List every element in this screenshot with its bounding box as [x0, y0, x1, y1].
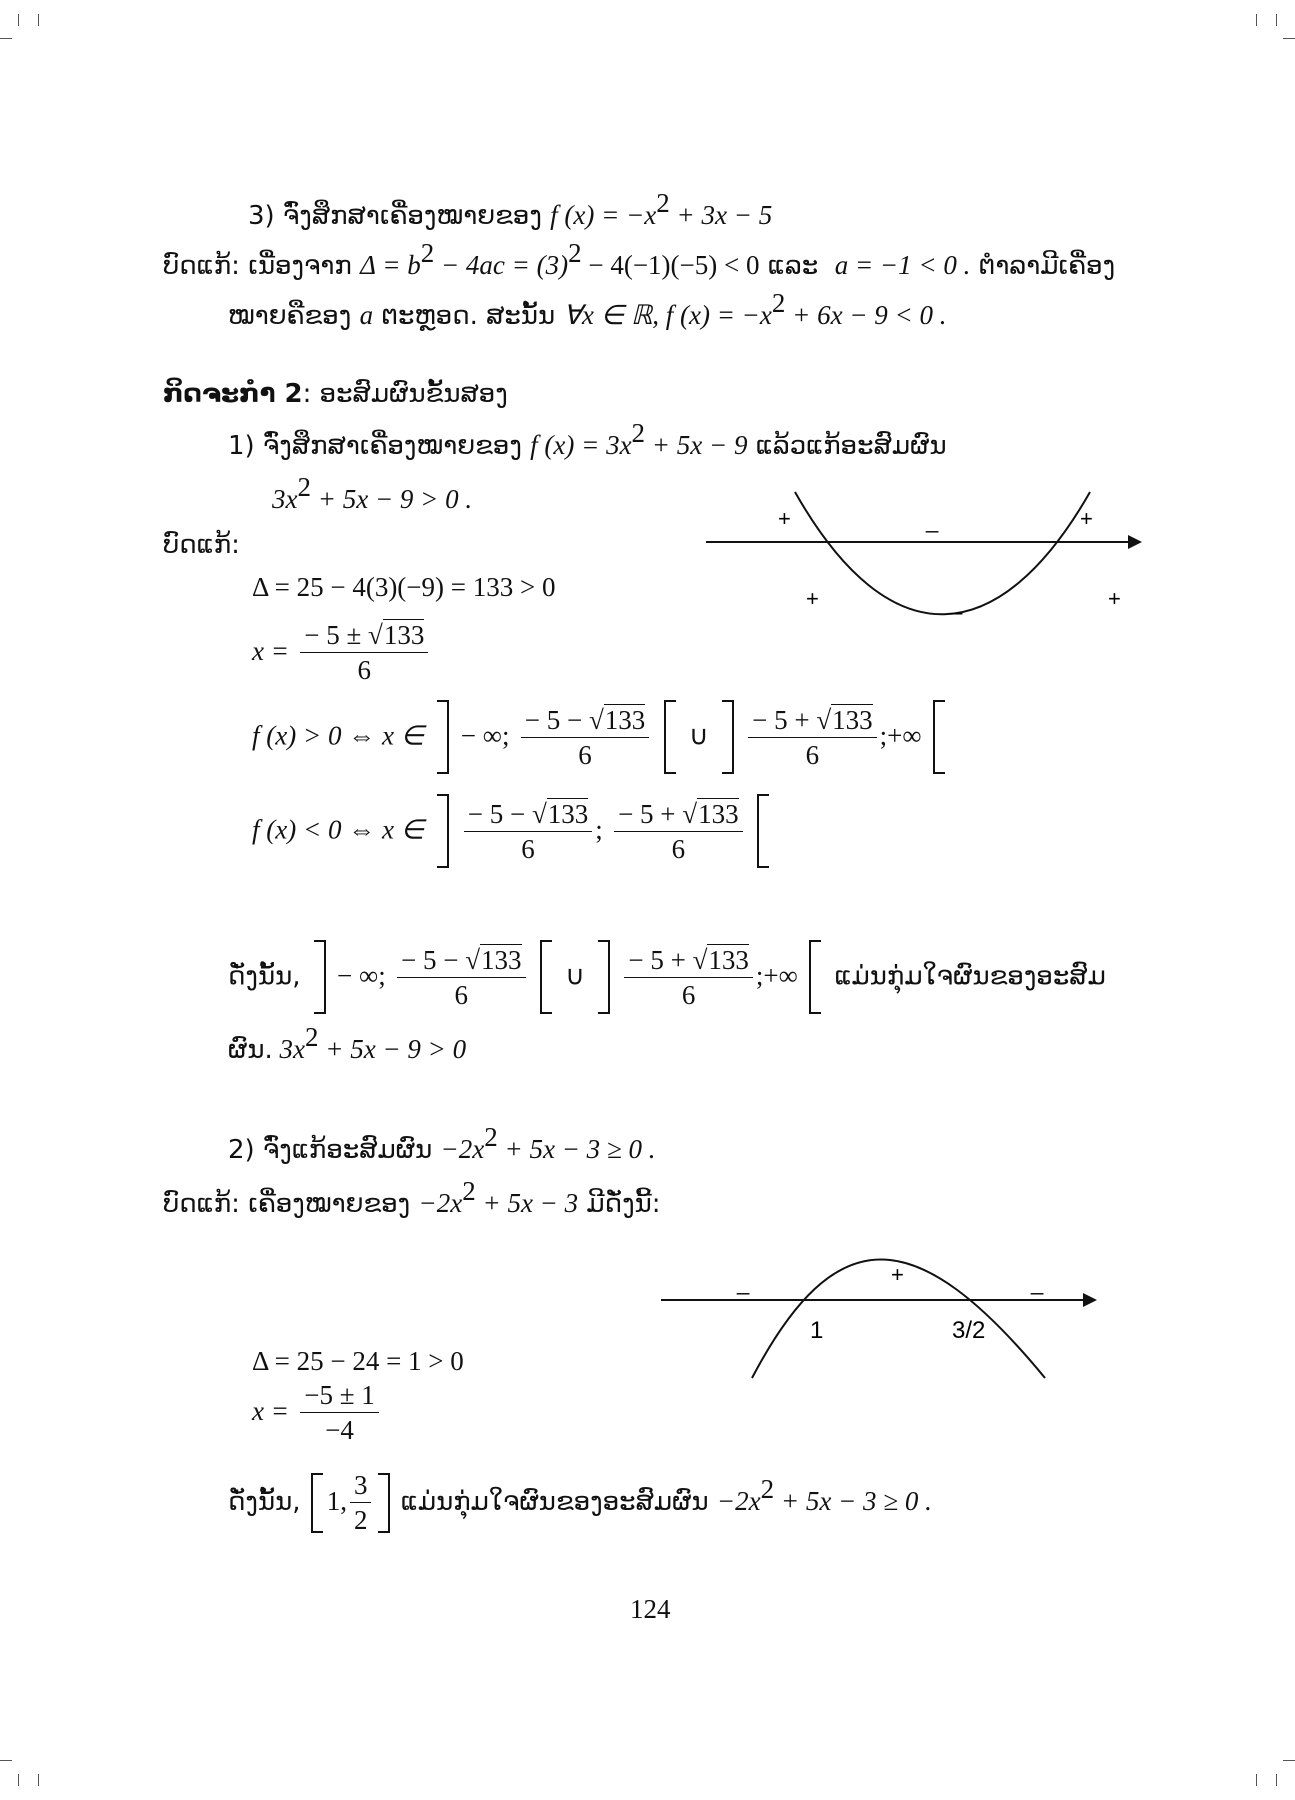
bracket-open — [435, 700, 449, 774]
bracket-open — [312, 940, 326, 1014]
math: + 5x − 9 — [645, 430, 748, 460]
problem-2-solution — [163, 1176, 661, 1221]
numerator: −5 ± 1 — [300, 1378, 379, 1413]
crop-mark-bl — [18, 1774, 19, 1786]
math: 3x — [272, 484, 298, 514]
problem-2-statement — [228, 1122, 656, 1167]
fraction — [350, 1468, 372, 1537]
fraction: $\frac{- 5 + √133}{6}$ — [748, 703, 877, 772]
bracket-open — [720, 700, 734, 774]
bracket-close — [540, 940, 554, 1014]
crop-mark-bl — [38, 1774, 39, 1786]
axis-arrow-icon — [1128, 535, 1142, 549]
conclusion-2 — [228, 1468, 932, 1537]
math: − ∞; — [460, 720, 510, 751]
bracket-close — [664, 700, 678, 774]
math: + 5x − 3 — [475, 1188, 579, 1218]
numerator: 3 — [350, 1468, 372, 1503]
denominator: −4 — [325, 1415, 354, 1445]
roots-formula-2 — [252, 1378, 382, 1447]
exercise-3-solution-line1 — [163, 238, 1116, 283]
text: ບົດແກ້: ເນື່ອງຈາກ — [163, 251, 352, 281]
math-sup: 2 — [420, 238, 435, 268]
math: 3x — [272, 1034, 305, 1064]
radicand: 133 — [708, 944, 749, 975]
denominator: 6 — [681, 979, 696, 1010]
page-number: 124 — [630, 1594, 671, 1624]
radicand: 133 — [698, 798, 739, 829]
radicand: 133 — [481, 944, 522, 975]
sign-minus: _ — [926, 508, 939, 533]
denominator: 2 — [353, 1505, 368, 1535]
fraction: $\frac{- 5 - √133}{6}$ — [521, 703, 650, 772]
bracket-open — [596, 940, 610, 1014]
crop-mark-tl — [18, 14, 19, 26]
text: ດັ່ງນັ້ນ, — [228, 1487, 301, 1517]
math: x = — [252, 636, 289, 666]
text: 2) ຈົ່ງແກ້ອະສົມຜົນ — [228, 1135, 433, 1165]
problem-1-inequality — [272, 472, 473, 517]
text: 3) ຈົ່ງສຶກສາເຄື່ອງໝາຍຂອງ — [248, 201, 542, 231]
union-symbol: ∪ — [565, 960, 585, 991]
radicand: 133 — [547, 798, 589, 829]
activity-title: ກິດຈະກຳ 2 — [163, 379, 303, 409]
text: 1) ຈົ່ງສຶກສາເຄື່ອງໝາຍຂອງ — [228, 431, 522, 461]
numerator: − 5 + — [752, 704, 817, 735]
denominator: 6 — [805, 739, 820, 770]
roots-formula — [252, 618, 431, 687]
math: + 5x − 9 > 0 — [318, 1034, 467, 1064]
sign-chart-downward-parabola — [655, 1240, 1105, 1390]
delta-computation: Δ = 25 − 4(3)(−9) = 133 > 0 — [252, 572, 556, 602]
text: ດັ່ງນັ້ນ, — [228, 961, 301, 992]
radicand: 133 — [383, 620, 425, 650]
bracket-open — [311, 1473, 325, 1533]
numerator: − 5 + — [628, 944, 693, 975]
math: − 4ac = (3) — [434, 250, 569, 280]
sign-chart-upward-parabola — [700, 480, 1150, 640]
crop-mark-bl — [0, 1760, 12, 1761]
crop-mark-br — [1256, 1774, 1257, 1786]
math: a — [359, 300, 374, 330]
activity-2-heading — [163, 377, 508, 411]
math: −2x — [418, 1188, 463, 1218]
fraction: $\frac{- 5 + √133}{6}$ — [624, 943, 753, 1012]
radicand: 133 — [832, 704, 873, 735]
math-sup: 2 — [462, 1176, 476, 1206]
crop-mark-br — [1283, 1760, 1295, 1761]
denominator: 6 — [671, 833, 686, 864]
conclusion-1 — [228, 940, 1106, 1014]
delta-computation-2: Δ = 25 − 24 = 1 > 0 — [252, 1346, 464, 1376]
sign-minus: _ — [737, 1270, 750, 1295]
root-label: 1 — [810, 1317, 824, 1344]
numerator: − 5 − — [401, 944, 466, 975]
parabola-curve — [795, 492, 1090, 614]
axis-arrow-icon — [1083, 1293, 1097, 1307]
text: ແມ່ນກຸ່ມໃຈຜົນຂອງອະສົມຜົນ — [400, 1487, 709, 1517]
denominator: 6 — [578, 739, 592, 770]
math: f (x) > 0 ⇔ x ∈ — [252, 720, 425, 751]
math-sup: 2 — [297, 472, 311, 502]
math: x = — [252, 1396, 289, 1426]
roots-fraction — [300, 1378, 379, 1447]
sign-plus: + — [1108, 586, 1121, 611]
sign-plus: + — [1080, 506, 1093, 531]
text: ແລະ — [767, 251, 819, 281]
math: + 3x − 5 — [669, 200, 773, 230]
conclusion-1-cont — [228, 1022, 467, 1067]
crop-mark-br — [1276, 1774, 1277, 1786]
text: ແມ່ນກຸ່ມໃຈຜົນຂອງອະສົມ — [834, 961, 1106, 992]
text: ຕຳລາມີເຄື່ອງ — [978, 251, 1116, 281]
denominator: 6 — [521, 833, 535, 864]
roots-fraction: $\frac{- 5 \pm √133}{6}$ — [300, 618, 428, 687]
sign-plus: + — [778, 506, 791, 531]
math: ;+∞ — [879, 720, 922, 751]
text: ໝາຍຄືຂອງ — [228, 301, 352, 331]
fraction: $\frac{- 5 - √133}{6}$ — [397, 943, 526, 1012]
numerator: − 5 − — [524, 704, 589, 735]
math-sup: 2 — [760, 1474, 775, 1504]
text: ບົດແກ້: ເຄື່ອງໝາຍຂອງ — [163, 1189, 411, 1219]
positive-interval — [252, 700, 950, 774]
bracket-open — [435, 794, 449, 868]
crop-mark-tl — [0, 38, 12, 39]
math: f (x) = 3x — [530, 430, 632, 460]
radicand: 133 — [604, 704, 646, 735]
exercise-3-statement — [248, 188, 773, 233]
bracket-close — [376, 1473, 390, 1533]
math: − ∞; — [337, 960, 386, 991]
crop-mark-tr — [1283, 38, 1295, 39]
math: a = −1 < 0 . — [834, 250, 971, 280]
math: f (x) < 0 ⇔ x ∈ — [252, 814, 425, 845]
problem-1-statement — [228, 418, 947, 463]
text: ຕະຫຼອດ. ສະນັ້ນ — [381, 301, 556, 331]
math-sup: 2 — [305, 1022, 319, 1052]
math: −2x — [716, 1486, 761, 1516]
denominator: 6 — [357, 655, 372, 685]
sign-plus: + — [806, 586, 819, 611]
fraction: $\frac{- 5 - √133}{6}$ — [464, 797, 593, 866]
math-sup: 2 — [771, 288, 786, 318]
crop-mark-tr — [1276, 14, 1277, 26]
math-sup: 2 — [484, 1122, 498, 1152]
text: ແລ້ວແກ້ອະສົມຜົນ — [755, 431, 947, 461]
activity-subtitle: : ອະສົມຜົນຂັ້ນສອງ — [302, 379, 508, 409]
crop-mark-tr — [1256, 14, 1257, 26]
math-sup: 2 — [656, 188, 670, 218]
text: ຜົນ. — [228, 1035, 273, 1065]
text: ມີດັ່ງນີ້: — [586, 1189, 661, 1219]
solution-label: ບົດແກ້: — [163, 530, 240, 560]
math: ; — [595, 814, 603, 845]
sign-minus: _ — [950, 590, 963, 615]
math: −2x — [440, 1134, 485, 1164]
math: ;+∞ — [755, 960, 798, 991]
math: ∀x ∈ ℝ, f (x) = −x — [563, 300, 772, 330]
math: + 5x − 9 > 0 . — [310, 484, 473, 514]
math: f (x) = −x — [550, 200, 657, 230]
bracket-close — [933, 700, 947, 774]
numerator: − 5 ± — [304, 620, 369, 650]
math: + 5x − 3 ≥ 0 . — [497, 1134, 656, 1164]
math: Δ = b — [360, 250, 421, 280]
union-symbol: ∪ — [688, 720, 709, 751]
sign-minus: _ — [1031, 1270, 1044, 1295]
fraction: $\frac{- 5 + √133}{6}$ — [614, 797, 743, 866]
math: + 6x − 9 < 0 . — [785, 300, 947, 330]
numerator: − 5 − — [467, 798, 532, 829]
math: 1, — [326, 1486, 347, 1516]
math-sup: 2 — [631, 418, 646, 448]
crop-mark-tl — [38, 14, 39, 26]
exercise-3-solution-line2 — [228, 288, 947, 333]
numerator: − 5 + — [618, 798, 683, 829]
negative-interval — [252, 794, 774, 868]
root-label: 3/2 — [952, 1317, 986, 1344]
sign-plus: + — [891, 1262, 904, 1287]
math: + 5x − 3 ≥ 0 . — [774, 1486, 932, 1516]
bracket-close — [757, 794, 771, 868]
math-sup: 2 — [568, 238, 582, 268]
denominator: 6 — [454, 979, 469, 1010]
bracket-close — [809, 940, 823, 1014]
math: − 4(−1)(−5) < 0 — [581, 250, 760, 280]
